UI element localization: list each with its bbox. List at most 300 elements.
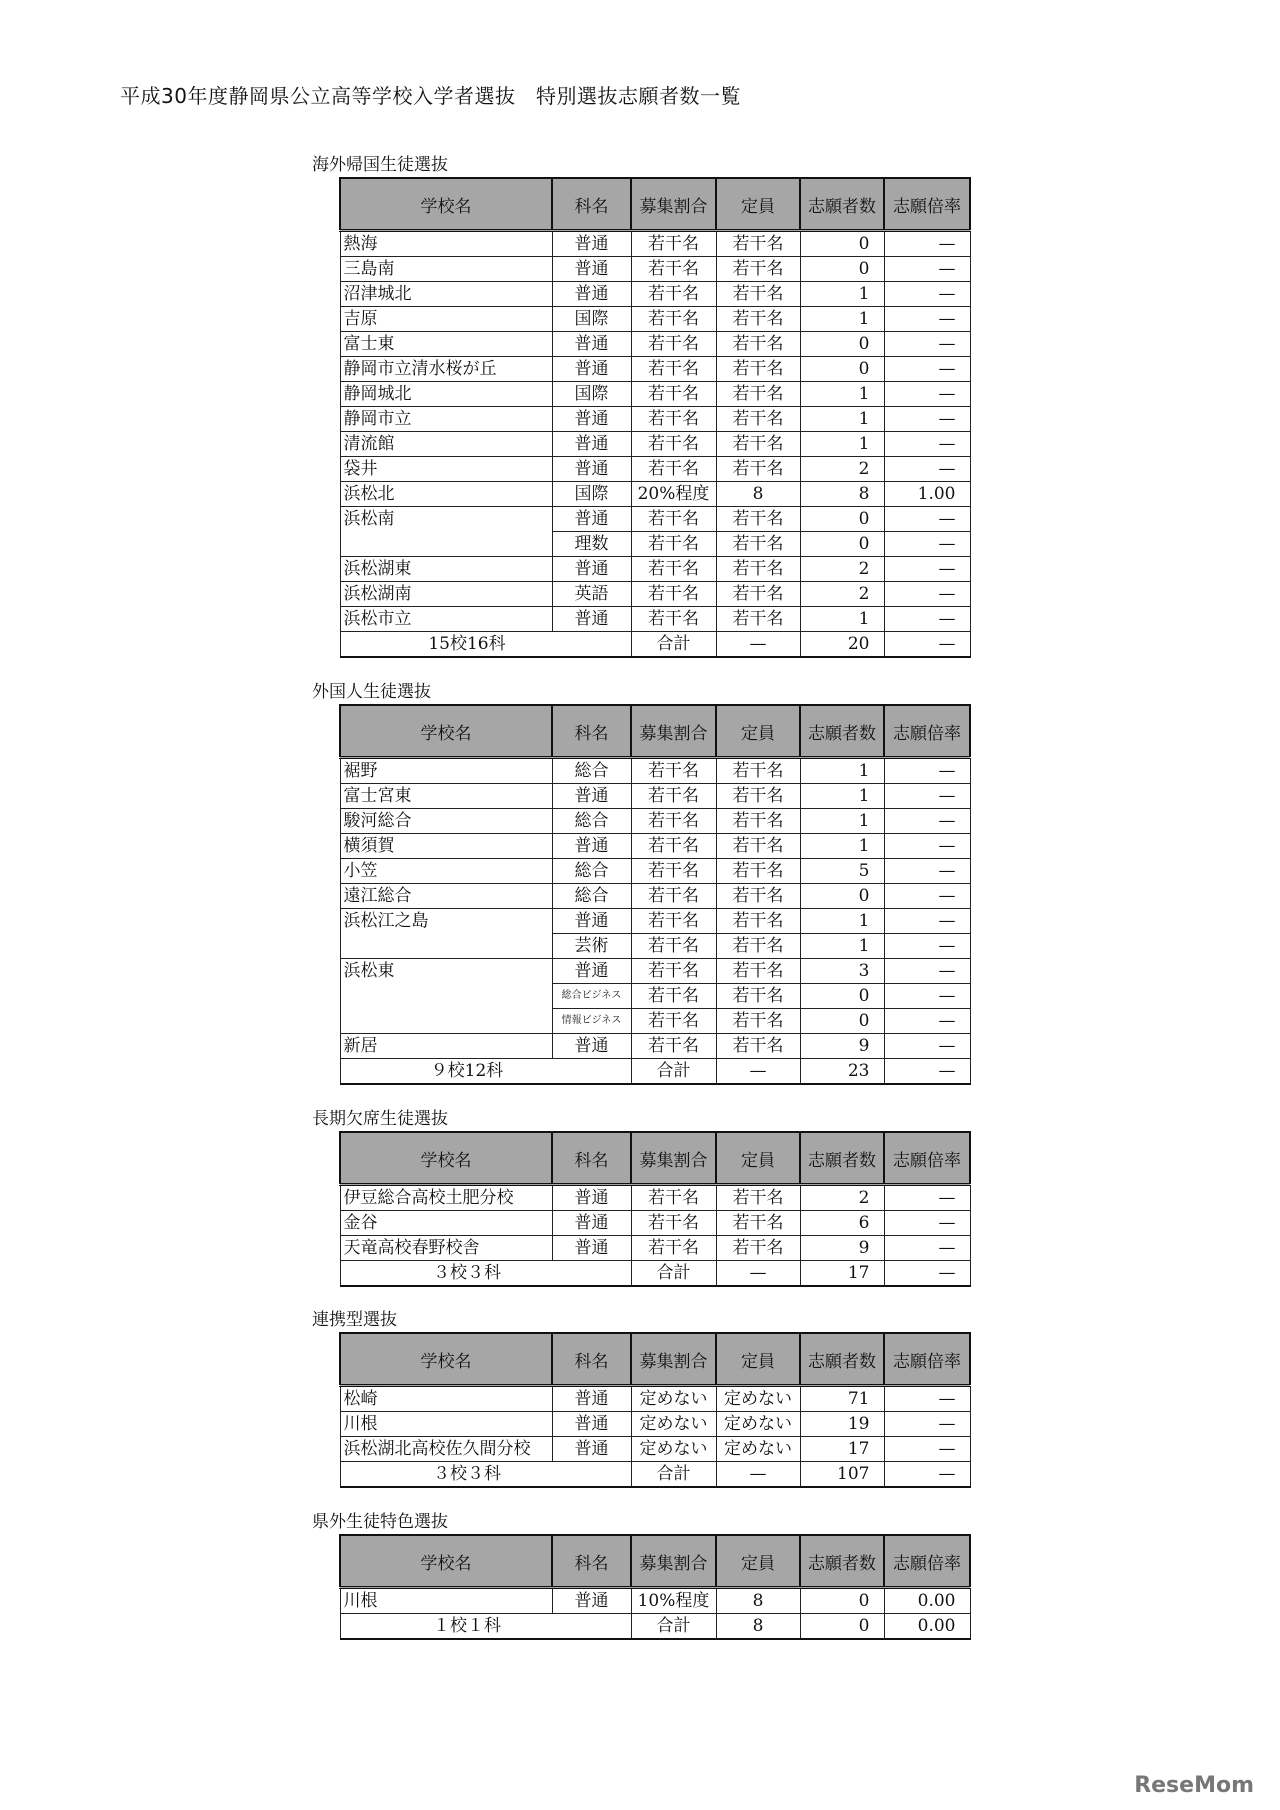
cell-capacity: 若干名 bbox=[716, 507, 800, 532]
total-label: ９校12科 bbox=[340, 1059, 631, 1085]
cell-capacity: 若干名 bbox=[716, 909, 800, 934]
table-row bbox=[340, 257, 970, 282]
cell-department: 英語 bbox=[552, 582, 631, 607]
cell-department: 普通 bbox=[552, 1034, 631, 1059]
data-table bbox=[339, 704, 971, 1085]
table-row bbox=[340, 909, 970, 934]
cell-capacity: 8 bbox=[716, 482, 800, 507]
cell-capacity: 若干名 bbox=[716, 357, 800, 382]
cell-ratio: 定めない bbox=[631, 1412, 716, 1437]
cell-capacity: 若干名 bbox=[716, 557, 800, 582]
cell-rate: — bbox=[884, 758, 970, 784]
cell-ratio: 若干名 bbox=[631, 507, 716, 532]
table-row bbox=[340, 1588, 970, 1614]
cell-school: 富士東 bbox=[340, 332, 552, 357]
cell-applicants: 0 bbox=[800, 332, 884, 357]
cell-capacity: 定めない bbox=[716, 1412, 800, 1437]
section-title: 長期欠席生徒選抜 bbox=[312, 1109, 448, 1129]
cell-applicants: 9 bbox=[800, 1236, 884, 1261]
cell-department: 普通 bbox=[552, 557, 631, 582]
table-row bbox=[340, 432, 970, 457]
cell-rate: 0.00 bbox=[884, 1588, 970, 1614]
cell-department: 総合 bbox=[552, 809, 631, 834]
cell-applicants: 1 bbox=[800, 432, 884, 457]
cell-school: 新居 bbox=[340, 1034, 552, 1059]
table-row bbox=[340, 1437, 970, 1462]
watermark-logo: ReseMom bbox=[1134, 1773, 1254, 1798]
header-dept: 科名 bbox=[552, 178, 631, 231]
total-capacity: — bbox=[716, 1261, 800, 1287]
cell-school: 富士宮東 bbox=[340, 784, 552, 809]
cell-capacity: 若干名 bbox=[716, 532, 800, 557]
total-label: 15校16科 bbox=[340, 632, 631, 658]
header-row bbox=[340, 178, 970, 231]
total-applicants: 23 bbox=[800, 1059, 884, 1085]
table-row bbox=[340, 1185, 970, 1211]
total-row bbox=[340, 1059, 970, 1085]
header-cap: 定員 bbox=[716, 1132, 800, 1185]
header-dept: 科名 bbox=[552, 1132, 631, 1185]
cell-applicants: 1 bbox=[800, 282, 884, 307]
total-applicants: 0 bbox=[800, 1614, 884, 1640]
cell-department: 普通 bbox=[552, 607, 631, 632]
header-applicants: 志願者数 bbox=[800, 178, 884, 231]
data-table bbox=[339, 177, 971, 658]
cell-ratio: 若干名 bbox=[631, 884, 716, 909]
header-cap: 定員 bbox=[716, 1535, 800, 1588]
cell-ratio: 若干名 bbox=[631, 859, 716, 884]
cell-ratio: 若干名 bbox=[631, 984, 716, 1009]
table-row bbox=[340, 382, 970, 407]
cell-applicants: 0 bbox=[800, 1588, 884, 1614]
cell-school: 浜松北 bbox=[340, 482, 552, 507]
cell-capacity: 若干名 bbox=[716, 582, 800, 607]
total-sum-label: 合計 bbox=[631, 632, 716, 658]
cell-capacity: 若干名 bbox=[716, 758, 800, 784]
cell-applicants: 9 bbox=[800, 1034, 884, 1059]
cell-applicants: 1 bbox=[800, 834, 884, 859]
cell-ratio: 若干名 bbox=[631, 1034, 716, 1059]
cell-school: 裾野 bbox=[340, 758, 552, 784]
total-rate: 0.00 bbox=[884, 1614, 970, 1640]
total-sum-label: 合計 bbox=[631, 1261, 716, 1287]
header-applicants: 志願者数 bbox=[800, 705, 884, 758]
cell-school: 小笠 bbox=[340, 859, 552, 884]
cell-department: 普通 bbox=[552, 332, 631, 357]
table-row bbox=[340, 884, 970, 909]
cell-rate: — bbox=[884, 1386, 970, 1412]
cell-department: 普通 bbox=[552, 357, 631, 382]
cell-applicants: 1 bbox=[800, 934, 884, 959]
table-row bbox=[340, 482, 970, 507]
cell-applicants: 0 bbox=[800, 257, 884, 282]
cell-rate: — bbox=[884, 1412, 970, 1437]
cell-rate: — bbox=[884, 1009, 970, 1034]
table-row bbox=[340, 231, 970, 257]
cell-ratio: 若干名 bbox=[631, 959, 716, 984]
header-row bbox=[340, 1333, 970, 1386]
cell-ratio: 若干名 bbox=[631, 557, 716, 582]
cell-department: 普通 bbox=[552, 432, 631, 457]
cell-applicants: 2 bbox=[800, 557, 884, 582]
cell-department: 普通 bbox=[552, 1386, 631, 1412]
header-school: 学校名 bbox=[340, 1333, 552, 1386]
header-ratio: 募集割合 bbox=[631, 1535, 716, 1588]
header-applicants: 志願者数 bbox=[800, 1535, 884, 1588]
cell-department: 普通 bbox=[552, 834, 631, 859]
cell-school: 金谷 bbox=[340, 1211, 552, 1236]
cell-rate: — bbox=[884, 357, 970, 382]
cell-school: 沼津城北 bbox=[340, 282, 552, 307]
header-row bbox=[340, 705, 970, 758]
cell-applicants: 3 bbox=[800, 959, 884, 984]
cell-rate: 1.00 bbox=[884, 482, 970, 507]
cell-rate: — bbox=[884, 532, 970, 557]
cell-capacity: 若干名 bbox=[716, 407, 800, 432]
cell-applicants: 0 bbox=[800, 884, 884, 909]
cell-ratio: 若干名 bbox=[631, 457, 716, 482]
table-row bbox=[340, 859, 970, 884]
total-label: ３校３科 bbox=[340, 1462, 631, 1488]
cell-ratio: 若干名 bbox=[631, 357, 716, 382]
cell-ratio: 若干名 bbox=[631, 1185, 716, 1211]
cell-department: 普通 bbox=[552, 1236, 631, 1261]
data-table bbox=[339, 1332, 971, 1488]
cell-ratio: 10%程度 bbox=[631, 1588, 716, 1614]
total-applicants: 107 bbox=[800, 1462, 884, 1488]
header-rate: 志願倍率 bbox=[884, 178, 970, 231]
cell-school: 静岡市立清水桜が丘 bbox=[340, 357, 552, 382]
cell-rate: — bbox=[884, 909, 970, 934]
cell-ratio: 若干名 bbox=[631, 332, 716, 357]
section-long-absence bbox=[312, 1107, 971, 1287]
table-row bbox=[340, 1386, 970, 1412]
table-row bbox=[340, 1211, 970, 1236]
cell-rate: — bbox=[884, 282, 970, 307]
cell-department: 普通 bbox=[552, 1588, 631, 1614]
header-dept: 科名 bbox=[552, 1535, 631, 1588]
cell-capacity: 若干名 bbox=[716, 809, 800, 834]
total-row bbox=[340, 1462, 970, 1488]
cell-department: 普通 bbox=[552, 231, 631, 257]
table-row bbox=[340, 758, 970, 784]
cell-rate: — bbox=[884, 784, 970, 809]
cell-applicants: 1 bbox=[800, 809, 884, 834]
cell-applicants: 6 bbox=[800, 1211, 884, 1236]
cell-applicants: 1 bbox=[800, 382, 884, 407]
cell-rate: — bbox=[884, 432, 970, 457]
cell-rate: — bbox=[884, 382, 970, 407]
cell-rate: — bbox=[884, 407, 970, 432]
cell-department: 普通 bbox=[552, 507, 631, 532]
cell-school: 浜松江之島 bbox=[340, 909, 552, 959]
cell-school: 浜松湖北高校佐久間分校 bbox=[340, 1437, 552, 1462]
table-row bbox=[340, 809, 970, 834]
cell-school: 川根 bbox=[340, 1412, 552, 1437]
cell-school: 静岡市立 bbox=[340, 407, 552, 432]
cell-school: 駿河総合 bbox=[340, 809, 552, 834]
cell-ratio: 若干名 bbox=[631, 758, 716, 784]
cell-capacity: 若干名 bbox=[716, 282, 800, 307]
cell-department: 普通 bbox=[552, 1437, 631, 1462]
cell-ratio: 若干名 bbox=[631, 532, 716, 557]
total-label: ３校３科 bbox=[340, 1261, 631, 1287]
cell-school: 袋井 bbox=[340, 457, 552, 482]
total-rate: — bbox=[884, 1261, 970, 1287]
cell-department: 普通 bbox=[552, 1412, 631, 1437]
cell-school: 三島南 bbox=[340, 257, 552, 282]
header-school: 学校名 bbox=[340, 1535, 552, 1588]
header-school: 学校名 bbox=[340, 705, 552, 758]
header-ratio: 募集割合 bbox=[631, 705, 716, 758]
table-row bbox=[340, 834, 970, 859]
cell-ratio: 20%程度 bbox=[631, 482, 716, 507]
cell-applicants: 0 bbox=[800, 984, 884, 1009]
cell-rate: — bbox=[884, 1034, 970, 1059]
total-sum-label: 合計 bbox=[631, 1462, 716, 1488]
cell-applicants: 1 bbox=[800, 909, 884, 934]
table-row bbox=[340, 357, 970, 382]
data-table bbox=[339, 1534, 971, 1640]
cell-capacity: 定めない bbox=[716, 1437, 800, 1462]
cell-school: 浜松南 bbox=[340, 507, 552, 557]
cell-capacity: 若干名 bbox=[716, 607, 800, 632]
cell-capacity: 若干名 bbox=[716, 784, 800, 809]
cell-applicants: 1 bbox=[800, 407, 884, 432]
cell-rate: — bbox=[884, 859, 970, 884]
cell-rate: — bbox=[884, 1185, 970, 1211]
cell-applicants: 1 bbox=[800, 758, 884, 784]
header-school: 学校名 bbox=[340, 1132, 552, 1185]
cell-capacity: 若干名 bbox=[716, 231, 800, 257]
total-rate: — bbox=[884, 1059, 970, 1085]
cell-ratio: 若干名 bbox=[631, 784, 716, 809]
section-foreign-student bbox=[312, 680, 971, 1085]
cell-school: 浜松市立 bbox=[340, 607, 552, 632]
cell-ratio: 若干名 bbox=[631, 1236, 716, 1261]
header-cap: 定員 bbox=[716, 1333, 800, 1386]
cell-ratio: 若干名 bbox=[631, 909, 716, 934]
cell-ratio: 若干名 bbox=[631, 582, 716, 607]
cell-department: 普通 bbox=[552, 959, 631, 984]
cell-ratio: 若干名 bbox=[631, 307, 716, 332]
table-row bbox=[340, 507, 970, 532]
cell-department: 総合 bbox=[552, 758, 631, 784]
header-rate: 志願倍率 bbox=[884, 1132, 970, 1185]
total-applicants: 17 bbox=[800, 1261, 884, 1287]
total-row bbox=[340, 1614, 970, 1640]
cell-department: 普通 bbox=[552, 282, 631, 307]
cell-capacity: 若干名 bbox=[716, 934, 800, 959]
cell-department: 情報ビジネス bbox=[552, 1009, 631, 1034]
cell-capacity: 若干名 bbox=[716, 1236, 800, 1261]
cell-department: 国際 bbox=[552, 307, 631, 332]
cell-applicants: 71 bbox=[800, 1386, 884, 1412]
total-sum-label: 合計 bbox=[631, 1614, 716, 1640]
cell-ratio: 若干名 bbox=[631, 1009, 716, 1034]
cell-rate: — bbox=[884, 1437, 970, 1462]
cell-rate: — bbox=[884, 834, 970, 859]
cell-school: 浜松湖東 bbox=[340, 557, 552, 582]
table-row bbox=[340, 407, 970, 432]
cell-school: 清流館 bbox=[340, 432, 552, 457]
total-label: １校１科 bbox=[340, 1614, 631, 1640]
cell-department: 理数 bbox=[552, 532, 631, 557]
cell-capacity: 若干名 bbox=[716, 1185, 800, 1211]
cell-ratio: 若干名 bbox=[631, 607, 716, 632]
cell-applicants: 2 bbox=[800, 457, 884, 482]
header-rate: 志願倍率 bbox=[884, 1333, 970, 1386]
cell-applicants: 1 bbox=[800, 784, 884, 809]
cell-department: 国際 bbox=[552, 482, 631, 507]
cell-capacity: 若干名 bbox=[716, 984, 800, 1009]
cell-applicants: 17 bbox=[800, 1437, 884, 1462]
header-school: 学校名 bbox=[340, 178, 552, 231]
cell-capacity: 若干名 bbox=[716, 432, 800, 457]
cell-capacity: 定めない bbox=[716, 1386, 800, 1412]
cell-department: 普通 bbox=[552, 909, 631, 934]
table-row bbox=[340, 1236, 970, 1261]
cell-ratio: 定めない bbox=[631, 1437, 716, 1462]
cell-applicants: 0 bbox=[800, 231, 884, 257]
cell-applicants: 1 bbox=[800, 307, 884, 332]
header-rate: 志願倍率 bbox=[884, 1535, 970, 1588]
cell-ratio: 若干名 bbox=[631, 257, 716, 282]
header-ratio: 募集割合 bbox=[631, 1333, 716, 1386]
total-rate: — bbox=[884, 1462, 970, 1488]
cell-department: 普通 bbox=[552, 257, 631, 282]
cell-applicants: 0 bbox=[800, 507, 884, 532]
table-row bbox=[340, 282, 970, 307]
cell-department: 国際 bbox=[552, 382, 631, 407]
header-row bbox=[340, 1535, 970, 1588]
cell-ratio: 若干名 bbox=[631, 432, 716, 457]
total-row bbox=[340, 1261, 970, 1287]
cell-school: 浜松東 bbox=[340, 959, 552, 1034]
cell-rate: — bbox=[884, 984, 970, 1009]
table-row bbox=[340, 457, 970, 482]
cell-school: 吉原 bbox=[340, 307, 552, 332]
section-title: 連携型選抜 bbox=[312, 1310, 397, 1330]
total-row bbox=[340, 632, 970, 658]
cell-capacity: 若干名 bbox=[716, 884, 800, 909]
header-ratio: 募集割合 bbox=[631, 178, 716, 231]
header-applicants: 志願者数 bbox=[800, 1333, 884, 1386]
header-cap: 定員 bbox=[716, 178, 800, 231]
cell-rate: — bbox=[884, 884, 970, 909]
total-applicants: 20 bbox=[800, 632, 884, 658]
page-title: 平成30年度静岡県公立高等学校入学者選抜 特別選抜志願者数一覧 bbox=[120, 84, 741, 108]
total-rate: — bbox=[884, 632, 970, 658]
section-out-of-prefecture bbox=[312, 1510, 971, 1640]
header-ratio: 募集割合 bbox=[631, 1132, 716, 1185]
cell-rate: — bbox=[884, 307, 970, 332]
cell-capacity: 若干名 bbox=[716, 382, 800, 407]
total-capacity: — bbox=[716, 1059, 800, 1085]
table-row bbox=[340, 307, 970, 332]
cell-applicants: 2 bbox=[800, 1185, 884, 1211]
cell-school: 横須賀 bbox=[340, 834, 552, 859]
cell-ratio: 若干名 bbox=[631, 231, 716, 257]
cell-school: 静岡城北 bbox=[340, 382, 552, 407]
cell-capacity: 若干名 bbox=[716, 1009, 800, 1034]
cell-department: 総合ビジネス bbox=[552, 984, 631, 1009]
header-rate: 志願倍率 bbox=[884, 705, 970, 758]
cell-ratio: 若干名 bbox=[631, 407, 716, 432]
data-table bbox=[339, 1131, 971, 1287]
cell-capacity: 8 bbox=[716, 1588, 800, 1614]
cell-capacity: 若干名 bbox=[716, 859, 800, 884]
section-overseas-returnee bbox=[312, 153, 971, 658]
cell-capacity: 若干名 bbox=[716, 307, 800, 332]
cell-rate: — bbox=[884, 1236, 970, 1261]
header-dept: 科名 bbox=[552, 705, 631, 758]
cell-capacity: 若干名 bbox=[716, 834, 800, 859]
cell-capacity: 若干名 bbox=[716, 457, 800, 482]
cell-applicants: 1 bbox=[800, 607, 884, 632]
section-linked-selection bbox=[312, 1308, 971, 1488]
total-capacity: — bbox=[716, 632, 800, 658]
cell-applicants: 0 bbox=[800, 357, 884, 382]
total-sum-label: 合計 bbox=[631, 1059, 716, 1085]
table-row bbox=[340, 557, 970, 582]
table-row bbox=[340, 959, 970, 984]
cell-rate: — bbox=[884, 507, 970, 532]
cell-applicants: 0 bbox=[800, 1009, 884, 1034]
total-capacity: 8 bbox=[716, 1614, 800, 1640]
cell-department: 普通 bbox=[552, 1185, 631, 1211]
cell-rate: — bbox=[884, 1211, 970, 1236]
cell-school: 浜松湖南 bbox=[340, 582, 552, 607]
cell-rate: — bbox=[884, 457, 970, 482]
cell-ratio: 若干名 bbox=[631, 282, 716, 307]
header-row bbox=[340, 1132, 970, 1185]
table-row bbox=[340, 784, 970, 809]
cell-applicants: 19 bbox=[800, 1412, 884, 1437]
table-row bbox=[340, 607, 970, 632]
cell-department: 普通 bbox=[552, 784, 631, 809]
table-row bbox=[340, 1034, 970, 1059]
cell-department: 普通 bbox=[552, 1211, 631, 1236]
cell-department: 普通 bbox=[552, 407, 631, 432]
section-title: 外国人生徒選抜 bbox=[312, 682, 431, 702]
cell-applicants: 5 bbox=[800, 859, 884, 884]
cell-school: 川根 bbox=[340, 1588, 552, 1614]
header-cap: 定員 bbox=[716, 705, 800, 758]
cell-ratio: 若干名 bbox=[631, 382, 716, 407]
table-row bbox=[340, 332, 970, 357]
cell-school: 天竜高校春野校舎 bbox=[340, 1236, 552, 1261]
cell-rate: — bbox=[884, 557, 970, 582]
cell-ratio: 若干名 bbox=[631, 809, 716, 834]
cell-department: 総合 bbox=[552, 859, 631, 884]
cell-capacity: 若干名 bbox=[716, 332, 800, 357]
cell-school: 伊豆総合高校土肥分校 bbox=[340, 1185, 552, 1211]
table-row bbox=[340, 582, 970, 607]
header-applicants: 志願者数 bbox=[800, 1132, 884, 1185]
cell-department: 総合 bbox=[552, 884, 631, 909]
cell-school: 遠江総合 bbox=[340, 884, 552, 909]
section-title: 県外生徒特色選抜 bbox=[312, 1512, 448, 1532]
cell-rate: — bbox=[884, 257, 970, 282]
cell-ratio: 定めない bbox=[631, 1386, 716, 1412]
cell-rate: — bbox=[884, 607, 970, 632]
cell-rate: — bbox=[884, 934, 970, 959]
cell-capacity: 若干名 bbox=[716, 257, 800, 282]
cell-capacity: 若干名 bbox=[716, 1034, 800, 1059]
cell-department: 普通 bbox=[552, 457, 631, 482]
cell-applicants: 0 bbox=[800, 532, 884, 557]
